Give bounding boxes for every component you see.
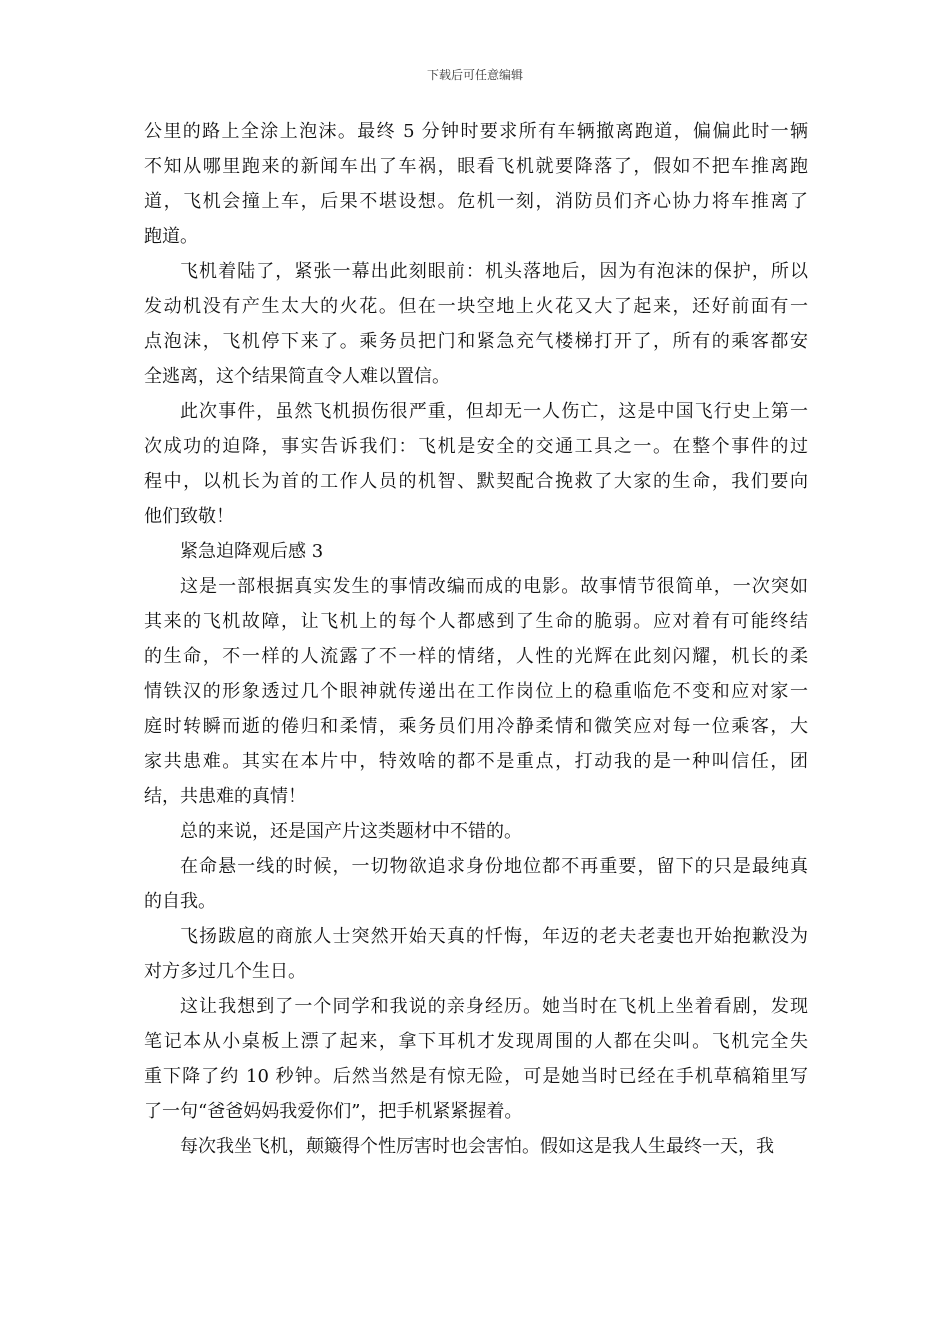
text-line: 跑道。 — [144, 226, 198, 247]
text-line: 家共患难。其实在本片中，特效啥的都不是重点，打动我的是一种叫信任，团 — [144, 751, 808, 772]
text-line: 结，共患难的真情！ — [144, 786, 306, 807]
text-line: 紧急迫降观后感 3 — [180, 541, 324, 562]
text-line: 程中，以机长为首的工作人员的机智、默契配合挽救了大家的生命，我们要向 — [144, 471, 808, 492]
page-header-note: 下载后可任意编辑 — [426, 68, 523, 82]
text-line: 全逃离，这个结果简直令人难以置信。 — [144, 366, 450, 387]
text-line: 笔记本从小桌板上漂了起来，拿下耳机才发现周围的人都在尖叫。飞机完全失 — [144, 1031, 808, 1052]
paragraph — [144, 254, 808, 394]
text-line: 了一句“爸爸妈妈我爱你们”，把手机紧紧握着。 — [144, 1101, 523, 1122]
text-line: 发动机没有产生太大的火花。但在一块空地上火花又大了起来，还好前面有一 — [144, 296, 808, 317]
text-line: 的自我。 — [144, 891, 216, 912]
paragraph — [144, 849, 808, 919]
paragraph — [144, 394, 808, 534]
text-line: 重下降了约 10 秒钟。后然当然是有惊无险，可是她当时已经在手机草稿箱里写 — [144, 1066, 808, 1087]
paragraph — [144, 569, 808, 814]
text-line: 点泡沫，飞机停下来了。乘务员把门和紧急充气楼梯打开了，所有的乘客都安 — [144, 331, 808, 352]
text-line: 每次我坐飞机，颠簸得个性厉害时也会害怕。假如这是我人生最终一天，我 — [180, 1136, 774, 1157]
text-line: 庭时转瞬而逝的倦归和柔情，乘务员们用冷静柔情和微笑应对每一位乘客，大 — [144, 716, 808, 737]
document-body — [144, 114, 808, 1164]
text-line: 总的来说，还是国产片这类题材中不错的。 — [180, 821, 522, 842]
text-line: 情铁汉的形象透过几个眼神就传递出在工作岗位上的稳重临危不变和应对家一 — [144, 681, 808, 702]
text-line: 公里的路上全涂上泡沫。最终 5 分钟时要求所有车辆撤离跑道，偏偏此时一辆 — [144, 121, 808, 142]
paragraph — [144, 1129, 808, 1164]
paragraph — [144, 919, 808, 989]
text-line: 这是一部根据真实发生的事情改编而成的电影。故事情节很简单，一次突如 — [180, 576, 808, 597]
text-line: 次成功的迫降，事实告诉我们：飞机是安全的交通工具之一。在整个事件的过 — [144, 436, 808, 457]
text-line: 在命悬一线的时候，一切物欲追求身份地位都不再重要，留下的只是最纯真 — [180, 856, 808, 877]
paragraph — [144, 114, 808, 254]
text-line: 不知从哪里跑来的新闻车出了车祸，眼看飞机就要降落了，假如不把车推离跑 — [144, 156, 808, 177]
text-line: 道，飞机会撞上车，后果不堪设想。危机一刻，消防员们齐心协力将车推离了 — [144, 191, 808, 212]
text-line: 飞机着陆了，紧张一幕出此刻眼前：机头落地后，因为有泡沫的保护，所以 — [180, 261, 808, 282]
text-line: 对方多过几个生日。 — [144, 961, 306, 982]
paragraph — [144, 814, 808, 849]
text-line: 他们致敬！ — [144, 506, 234, 527]
text-line: 这让我想到了一个同学和我说的亲身经历。她当时在飞机上坐着看剧，发现 — [180, 996, 808, 1017]
paragraph — [144, 989, 808, 1129]
text-line: 其来的飞机故障，让飞机上的每个人都感到了生命的脆弱。应对着有可能终结 — [144, 611, 808, 632]
text-line: 飞扬跋扈的商旅人士突然开始天真的忏悔，年迈的老夫老妻也开始抱歉没为 — [180, 926, 808, 947]
paragraph — [144, 534, 808, 569]
text-line: 的生命，不一样的人流露了不一样的情绪，人性的光辉在此刻闪耀，机长的柔 — [144, 646, 808, 667]
text-line: 此次事件，虽然飞机损伤很严重，但却无一人伤亡，这是中国飞行史上第一 — [180, 401, 808, 422]
